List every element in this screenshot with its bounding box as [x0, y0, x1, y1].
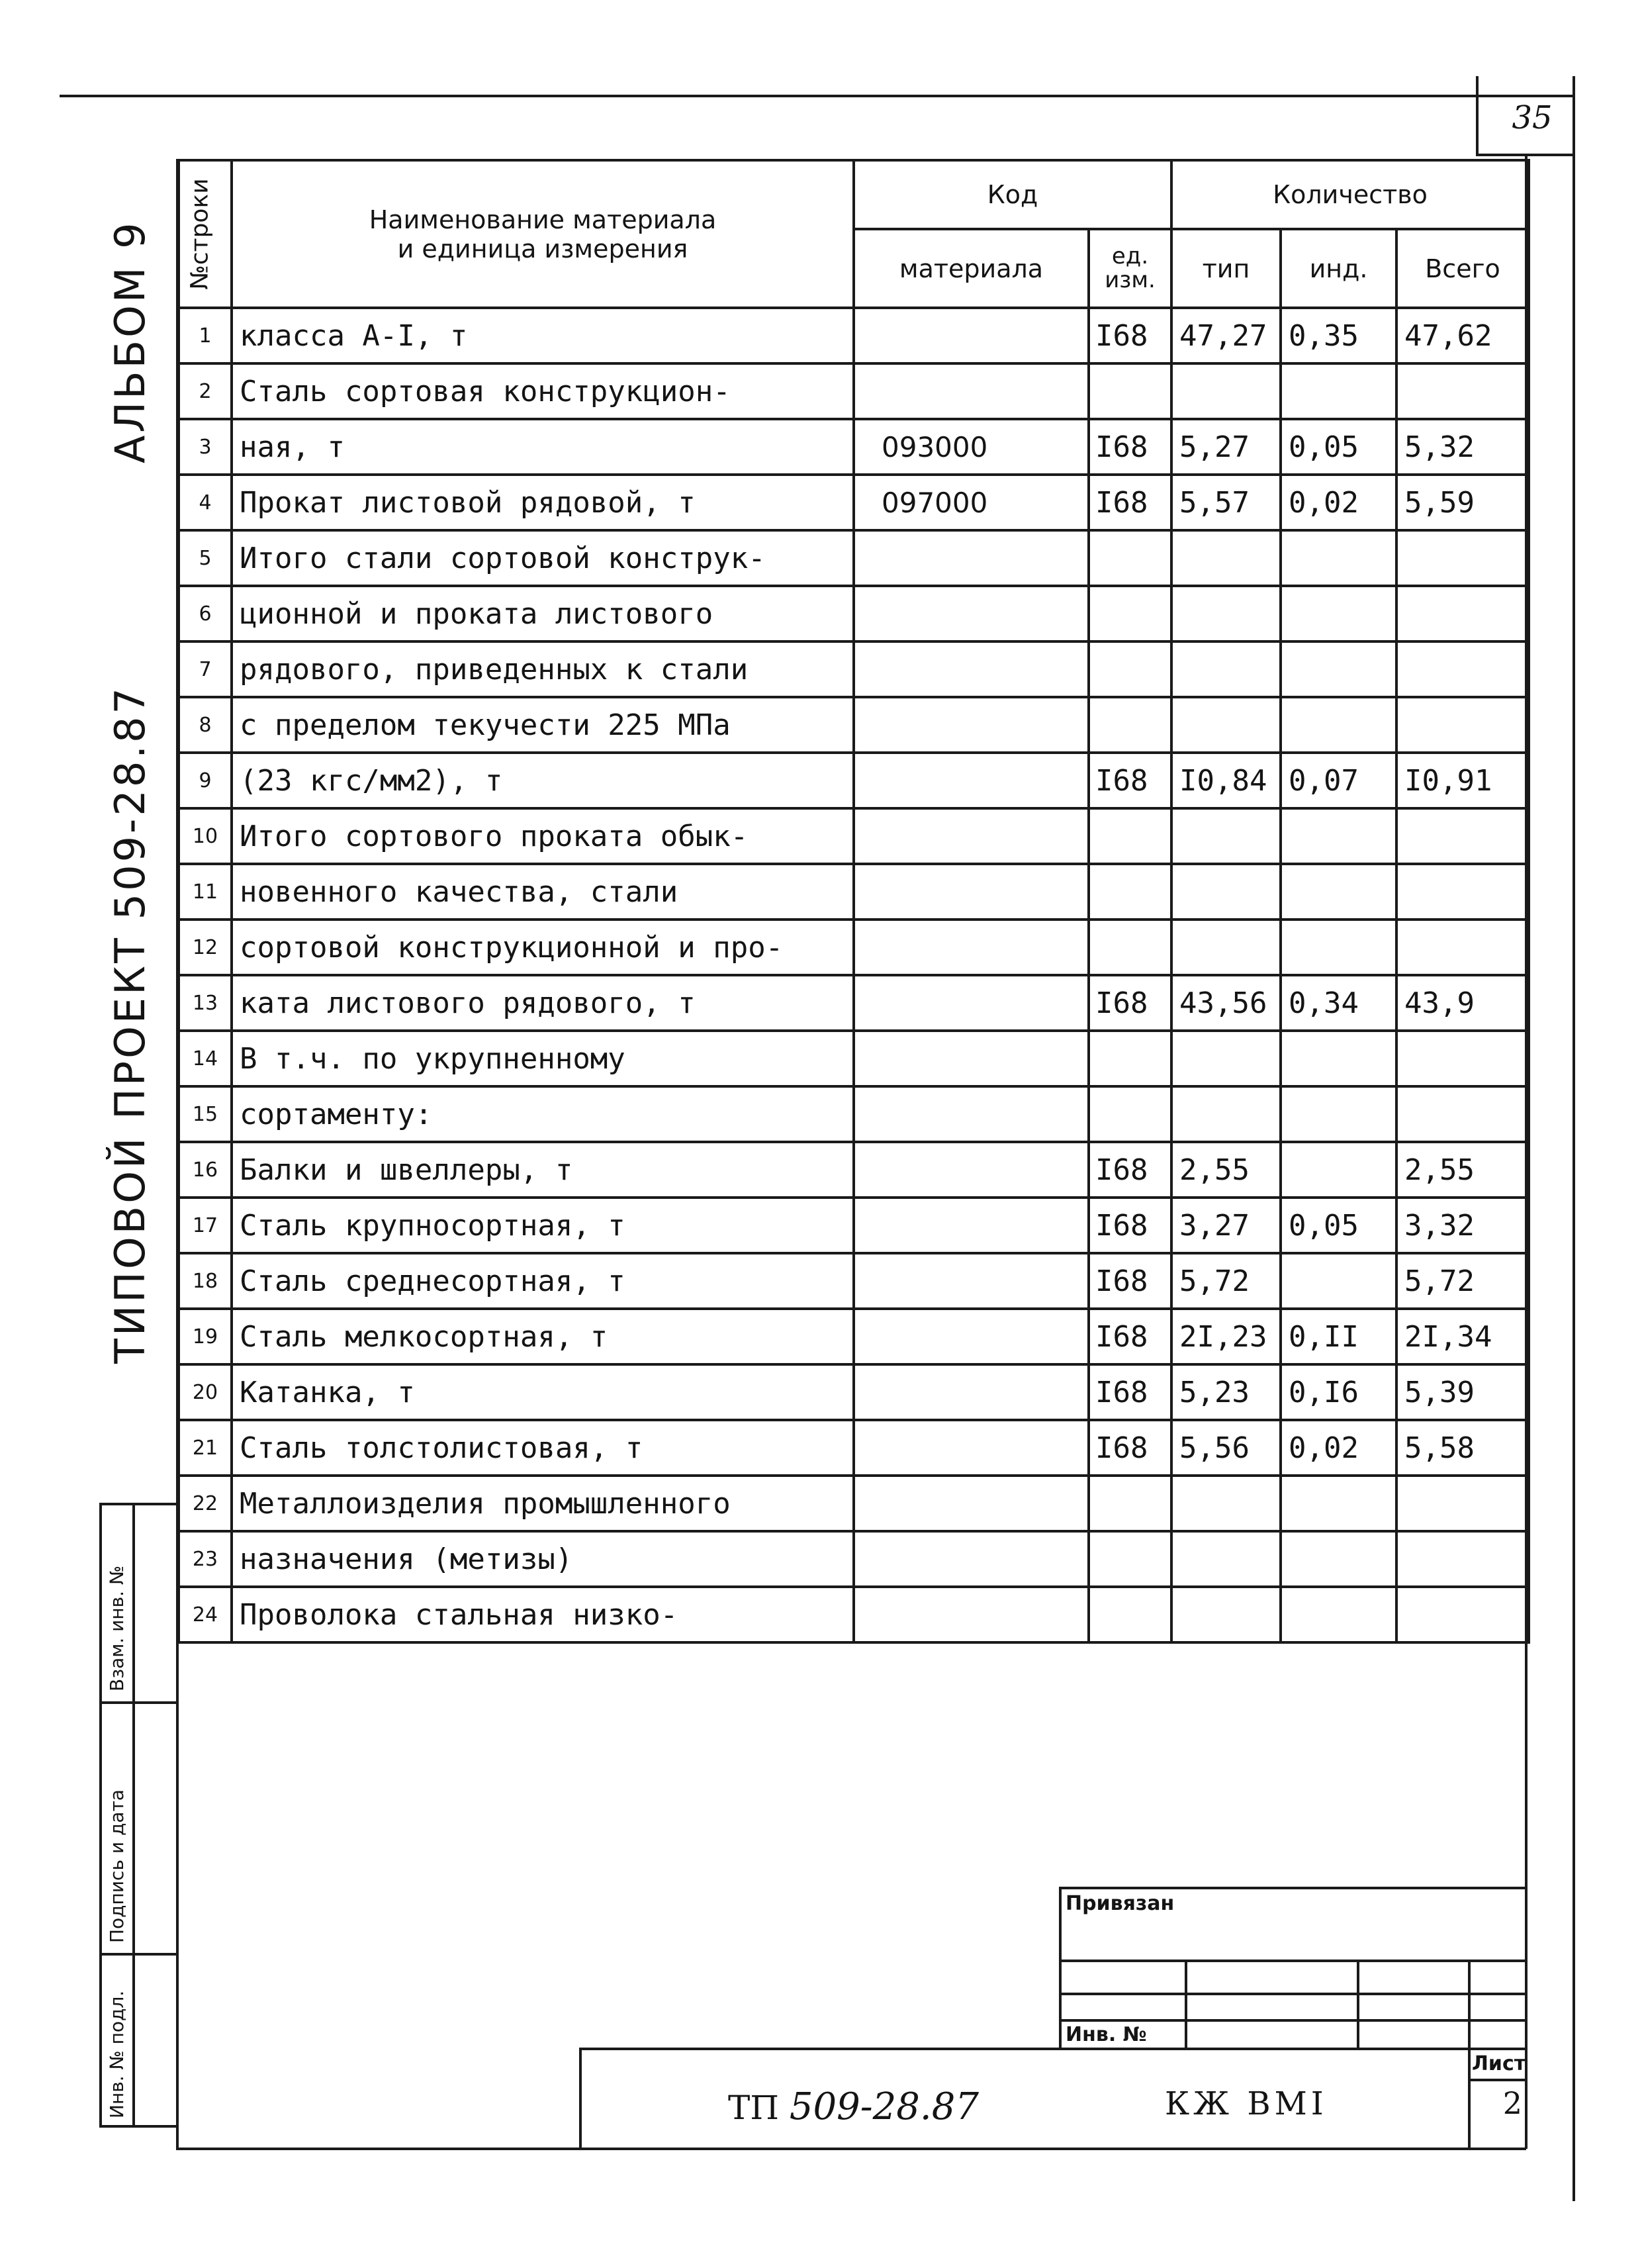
qty-total: 47,62	[1396, 308, 1529, 363]
material-name: сортаменту:	[232, 1086, 854, 1142]
material-code	[854, 1031, 1089, 1086]
qty-ind	[1281, 1031, 1396, 1086]
material-name: Сталь среднесортная, т	[232, 1253, 854, 1309]
stamp-top-line	[1059, 1887, 1528, 1889]
strip-line-mid	[132, 1503, 135, 2125]
material-code	[854, 641, 1089, 697]
stamp-row-2	[1059, 1993, 1528, 1995]
material-name: Балки и швеллеры, т	[232, 1142, 854, 1198]
qty-total: 5,58	[1396, 1420, 1529, 1476]
bottom-frame-line	[176, 2148, 1526, 2150]
unit-code	[1089, 920, 1171, 975]
strip-bottom	[99, 2125, 179, 2128]
unit-code	[1089, 1031, 1171, 1086]
side-project-label: ТИПОВОЙ ПРОЕКТ 509-28.87	[106, 685, 154, 1364]
strip-line-left	[99, 1503, 102, 2125]
qty-total	[1396, 1476, 1529, 1531]
row-number: 15	[179, 1086, 232, 1142]
table-row	[179, 1420, 1529, 1476]
stamp-list-label: Лист	[1472, 2052, 1526, 2075]
header-row-number	[179, 160, 232, 308]
material-name: ционной и проката листового	[232, 586, 854, 641]
qty-ind	[1281, 1587, 1396, 1642]
qty-tip	[1171, 1476, 1281, 1531]
material-code	[854, 1531, 1089, 1587]
qty-tip	[1171, 1587, 1281, 1642]
row-number: 12	[179, 920, 232, 975]
unit-code	[1089, 641, 1171, 697]
stamp-privyazan: Привязан	[1066, 1892, 1175, 1915]
drawing-code-prefix: ТП	[728, 2089, 779, 2127]
qty-total	[1396, 1531, 1529, 1587]
side-album-label: АЛЬБОМ 9	[106, 220, 154, 463]
table-row	[179, 1031, 1529, 1086]
material-code	[854, 308, 1089, 363]
material-code: 097000	[854, 475, 1089, 530]
qty-ind: 0,II	[1281, 1309, 1396, 1364]
material-code	[854, 1420, 1089, 1476]
table-row	[179, 308, 1529, 363]
unit-code	[1089, 1476, 1171, 1531]
table-row	[179, 1476, 1529, 1531]
page-number-box-left	[1476, 76, 1479, 156]
material-code	[854, 808, 1089, 864]
unit-code: I68	[1089, 1364, 1171, 1420]
qty-total	[1396, 864, 1529, 920]
strip-top	[99, 1503, 179, 1505]
material-code	[854, 920, 1089, 975]
material-name: Проволока стальная низко-	[232, 1587, 854, 1642]
row-number: 2	[179, 363, 232, 419]
title-block-left	[579, 2048, 582, 2149]
table-row	[179, 920, 1529, 975]
qty-ind	[1281, 1476, 1396, 1531]
unit-code	[1089, 697, 1171, 753]
qty-tip	[1171, 1086, 1281, 1142]
side-inv-podl: Инв. № подл.	[106, 1990, 128, 2118]
unit-code: I68	[1089, 1309, 1171, 1364]
material-name: Итого сортового проката обык-	[232, 808, 854, 864]
table-row	[179, 697, 1529, 753]
qty-ind	[1281, 1253, 1396, 1309]
table-row	[179, 1086, 1529, 1142]
stamp-col-2	[1357, 1960, 1359, 2049]
material-name: Сталь толстолистовая, т	[232, 1420, 854, 1476]
qty-total: 5,59	[1396, 475, 1529, 530]
drawing-code	[728, 2085, 979, 2128]
row-number: 10	[179, 808, 232, 864]
unit-code: I68	[1089, 475, 1171, 530]
material-code	[854, 1587, 1089, 1642]
material-code	[854, 1253, 1089, 1309]
row-number: 19	[179, 1309, 232, 1364]
qty-ind	[1281, 808, 1396, 864]
row-number: 6	[179, 586, 232, 641]
material-name: рядового, приведенных к стали	[232, 641, 854, 697]
qty-total	[1396, 530, 1529, 586]
header-name-line2: и единица измерения	[397, 234, 688, 263]
unit-code: I68	[1089, 419, 1171, 475]
unit-code: I68	[1089, 753, 1171, 808]
qty-total: 2,55	[1396, 1142, 1529, 1198]
unit-code: I68	[1089, 975, 1171, 1031]
drawing-code-number: 509-28.87	[789, 2085, 979, 2128]
qty-total	[1396, 1587, 1529, 1642]
qty-ind: 0,02	[1281, 1420, 1396, 1476]
material-name: (23 кгс/мм2), т	[232, 753, 854, 808]
qty-ind	[1281, 586, 1396, 641]
qty-ind: 0,I6	[1281, 1364, 1396, 1420]
qty-total	[1396, 697, 1529, 753]
row-number: 1	[179, 308, 232, 363]
row-number: 4	[179, 475, 232, 530]
header-kolichestvo: Количество	[1171, 160, 1529, 229]
header-unit-label: ед. изм.	[1105, 242, 1156, 293]
table-row	[179, 753, 1529, 808]
row-number: 24	[179, 1587, 232, 1642]
side-vzam-inv: Взам. инв. №	[106, 1565, 128, 1691]
table-row	[179, 1309, 1529, 1364]
row-number: 16	[179, 1142, 232, 1198]
sheet-box-sep	[1468, 2079, 1528, 2081]
material-name: Сталь мелкосортная, т	[232, 1309, 854, 1364]
header-name-line1: Наименование материала	[369, 205, 717, 234]
qty-total	[1396, 363, 1529, 419]
table-row	[179, 1587, 1529, 1642]
material-name: Сталь сортовая конструкцион-	[232, 363, 854, 419]
unit-code: I68	[1089, 1253, 1171, 1309]
table-row	[179, 1253, 1529, 1309]
material-code	[854, 753, 1089, 808]
header-row-number-label: №строки	[186, 178, 214, 290]
drawing-mark: КЖ ВМI	[1165, 2085, 1328, 2122]
qty-total: 43,9	[1396, 975, 1529, 1031]
qty-total	[1396, 1031, 1529, 1086]
top-frame-line	[60, 95, 1575, 97]
row-number: 3	[179, 419, 232, 475]
qty-total: 5,32	[1396, 419, 1529, 475]
table-row	[179, 1142, 1529, 1198]
strip-sep-2	[99, 1953, 179, 1956]
qty-ind	[1281, 697, 1396, 753]
stamp-row-3	[1059, 2019, 1528, 2022]
table-body	[179, 308, 1529, 1642]
unit-code	[1089, 1531, 1171, 1587]
material-name: ная, т	[232, 419, 854, 475]
material-name: новенного качества, стали	[232, 864, 854, 920]
material-name: назначения (метизы)	[232, 1531, 854, 1587]
row-number: 17	[179, 1198, 232, 1253]
qty-tip	[1171, 530, 1281, 586]
material-code	[854, 1142, 1089, 1198]
material-name: ката листового рядового, т	[232, 975, 854, 1031]
qty-ind	[1281, 363, 1396, 419]
material-name: Прокат листовой рядовой, т	[232, 475, 854, 530]
qty-tip: 5,57	[1171, 475, 1281, 530]
row-number: 11	[179, 864, 232, 920]
unit-code: I68	[1089, 308, 1171, 363]
qty-total: I0,91	[1396, 753, 1529, 808]
material-name: сортовой конструкционной и про-	[232, 920, 854, 975]
material-name: Итого стали сортовой конструк-	[232, 530, 854, 586]
stamp-row-1	[1059, 1960, 1528, 1962]
qty-ind: 0,07	[1281, 753, 1396, 808]
qty-ind	[1281, 1531, 1396, 1587]
material-code	[854, 697, 1089, 753]
material-code	[854, 530, 1089, 586]
material-code	[854, 1476, 1089, 1531]
unit-code	[1089, 586, 1171, 641]
qty-ind	[1281, 1086, 1396, 1142]
material-name: В т.ч. по укрупненному	[232, 1031, 854, 1086]
unit-code	[1089, 864, 1171, 920]
table-row	[179, 419, 1529, 475]
qty-total: 5,39	[1396, 1364, 1529, 1420]
qty-tip: 43,56	[1171, 975, 1281, 1031]
stamp-col-1	[1185, 1960, 1187, 2049]
qty-tip	[1171, 641, 1281, 697]
unit-code: I68	[1089, 1198, 1171, 1253]
qty-ind: 0,34	[1281, 975, 1396, 1031]
table-row	[179, 1531, 1529, 1587]
unit-code	[1089, 808, 1171, 864]
material-name: Катанка, т	[232, 1364, 854, 1420]
unit-code	[1089, 363, 1171, 419]
qty-ind: 0,05	[1281, 1198, 1396, 1253]
header-row-1	[179, 160, 1529, 229]
material-name: Сталь крупносортная, т	[232, 1198, 854, 1253]
header-kod: Код	[854, 160, 1171, 229]
header-unit	[1089, 229, 1171, 308]
header-ind: инд.	[1281, 229, 1396, 308]
table-row	[179, 363, 1529, 419]
header-name	[232, 160, 854, 308]
qty-tip: 5,56	[1171, 1420, 1281, 1476]
qty-total: 5,72	[1396, 1253, 1529, 1309]
table-row	[179, 641, 1529, 697]
qty-tip: 5,27	[1171, 419, 1281, 475]
qty-ind	[1281, 864, 1396, 920]
material-code	[854, 1198, 1089, 1253]
row-number: 13	[179, 975, 232, 1031]
row-number: 21	[179, 1420, 232, 1476]
row-number: 14	[179, 1031, 232, 1086]
header-vsego: Всего	[1396, 229, 1529, 308]
qty-ind: 0,35	[1281, 308, 1396, 363]
qty-tip: 5,23	[1171, 1364, 1281, 1420]
material-code	[854, 586, 1089, 641]
strip-sep-1	[99, 1701, 179, 1704]
table-row	[179, 530, 1529, 586]
qty-total	[1396, 586, 1529, 641]
row-number: 8	[179, 697, 232, 753]
qty-tip: 47,27	[1171, 308, 1281, 363]
qty-total	[1396, 808, 1529, 864]
sheet-number: 2	[1502, 2085, 1522, 2121]
unit-code: I68	[1089, 1420, 1171, 1476]
material-code: 093000	[854, 419, 1089, 475]
qty-tip	[1171, 808, 1281, 864]
material-name: с пределом текучести 225 МПа	[232, 697, 854, 753]
table-row	[179, 864, 1529, 920]
materials-table	[177, 159, 1530, 1644]
qty-ind	[1281, 1142, 1396, 1198]
title-block-top	[579, 2048, 1528, 2050]
table-row	[179, 1198, 1529, 1253]
qty-tip: 5,72	[1171, 1253, 1281, 1309]
qty-tip: 3,27	[1171, 1198, 1281, 1253]
qty-tip	[1171, 363, 1281, 419]
header-material: материала	[854, 229, 1089, 308]
row-number: 9	[179, 753, 232, 808]
material-code	[854, 363, 1089, 419]
row-number: 7	[179, 641, 232, 697]
row-number: 23	[179, 1531, 232, 1587]
table-row	[179, 975, 1529, 1031]
qty-tip	[1171, 697, 1281, 753]
qty-ind: 0,02	[1281, 475, 1396, 530]
row-number: 18	[179, 1253, 232, 1309]
table-row	[179, 586, 1529, 641]
row-number: 5	[179, 530, 232, 586]
stamp-left-line	[1059, 1887, 1062, 2049]
row-number: 22	[179, 1476, 232, 1531]
page-number: 35	[1512, 99, 1553, 136]
table-row	[179, 808, 1529, 864]
qty-ind	[1281, 530, 1396, 586]
qty-tip	[1171, 864, 1281, 920]
qty-total: 3,32	[1396, 1198, 1529, 1253]
side-podpis: Подпись и дата	[106, 1789, 128, 1943]
unit-code	[1089, 1587, 1171, 1642]
qty-tip	[1171, 1531, 1281, 1587]
material-code	[854, 1086, 1089, 1142]
qty-total: 2I,34	[1396, 1309, 1529, 1364]
qty-tip: I0,84	[1171, 753, 1281, 808]
header-tip: тип	[1171, 229, 1281, 308]
row-number: 20	[179, 1364, 232, 1420]
material-code	[854, 1364, 1089, 1420]
table-row	[179, 1364, 1529, 1420]
material-code	[854, 975, 1089, 1031]
material-code	[854, 1309, 1089, 1364]
table-row	[179, 475, 1529, 530]
unit-code: I68	[1089, 1142, 1171, 1198]
qty-total	[1396, 641, 1529, 697]
qty-tip	[1171, 920, 1281, 975]
qty-tip: 2I,23	[1171, 1309, 1281, 1364]
unit-code	[1089, 530, 1171, 586]
qty-ind	[1281, 920, 1396, 975]
qty-ind	[1281, 641, 1396, 697]
unit-code	[1089, 1086, 1171, 1142]
stamp-inv-no: Инв. №	[1066, 2023, 1147, 2046]
material-name: классa A-I, т	[232, 308, 854, 363]
qty-total	[1396, 920, 1529, 975]
qty-tip	[1171, 1031, 1281, 1086]
qty-tip	[1171, 586, 1281, 641]
qty-ind: 0,05	[1281, 419, 1396, 475]
qty-total	[1396, 1086, 1529, 1142]
material-name: Металлоизделия промышленного	[232, 1476, 854, 1531]
qty-tip: 2,55	[1171, 1142, 1281, 1198]
material-code	[854, 864, 1089, 920]
right-frame-line	[1573, 76, 1575, 2201]
